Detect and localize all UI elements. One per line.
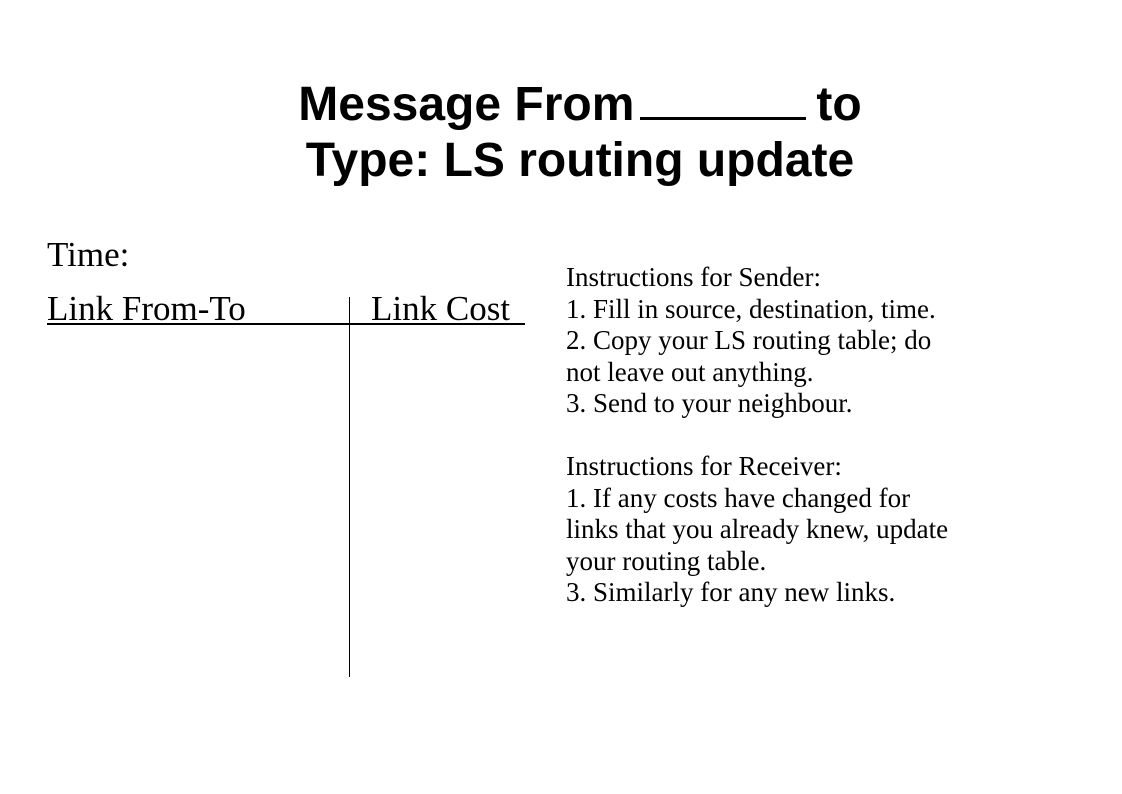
receiver-instruction-line: your routing table. — [566, 545, 767, 576]
receiver-instruction-line: 3. Similarly for any new links. — [566, 577, 896, 607]
table-column-divider — [349, 297, 350, 677]
message-type: Type: LS routing update — [305, 134, 855, 187]
column-header-link-cost: Link Cost — [371, 289, 511, 328]
instructions-spacer — [566, 420, 1111, 452]
message-title — [0, 77, 1122, 132]
title-prefix: Message From — [298, 78, 635, 131]
title-suffix: to — [816, 78, 862, 131]
sender-instruction-line: 3. Send to your neighbour. — [566, 388, 853, 418]
table-header-rule — [47, 323, 525, 325]
sender-instruction-line: not leave out anything. — [566, 356, 814, 387]
sender-instruction-line: 2. Copy your LS routing table; do — [566, 325, 932, 355]
sender-instructions-heading: Instructions for Sender: — [566, 262, 821, 292]
sender-blank-field[interactable] — [640, 77, 806, 120]
receiver-instruction-line: links that you already knew, update — [566, 514, 949, 544]
receiver-instruction-line: 1. If any costs have changed for — [566, 482, 911, 513]
column-header-link-from-to: Link From-To — [47, 289, 246, 328]
time-label: Time: — [47, 235, 130, 274]
instructions-panel — [566, 262, 1111, 609]
sender-instruction-line: 1. Fill in source, destination, time. — [566, 293, 936, 324]
receiver-instructions-heading: Instructions for Receiver: — [566, 451, 842, 481]
